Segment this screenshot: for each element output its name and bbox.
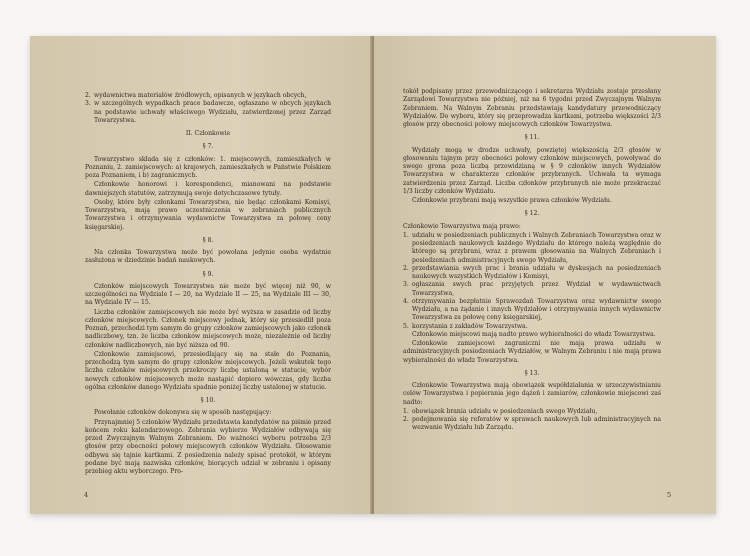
item-text: wydawnictwa materiałów źródłowych, opisanych w językach obcych, — [94, 92, 307, 99]
paragraph: tokół podpisany przez przewodniczącego i sekretarza Wydziału zostaje przesłany Zarządowi Towarzystwa nie później, niż na 6 tygodni przed Zwyczajnym Walnym Zebraniem. Na Walnym Zebraniu przedstawiają kandydatury przewodniczący Wydziałów. Do wyboru, który się przeprowadza kartkami, potrzeba większości 2/3 głosów przy obecności połowy miejscowych członków Towarzystwa. — [403, 88, 661, 128]
numbered-item — [403, 323, 661, 331]
item-text: udziału w posiedzeniach publicznych i Walnych Zebraniach Towarzystwa oraz w posiedzeniach naukowych każdego Wydziału do którego należą względnie do którego są przybrani, wraz z prawem głosowania na Walnych Zebraniach i posiedzeniach administracyjnych swego Wydziału, — [412, 231, 661, 264]
item-text: korzystania z zakładów Towarzystwa. — [412, 322, 528, 330]
item-number: 2. — [403, 416, 409, 423]
numbered-item — [85, 100, 331, 125]
section-heading: § 9. — [202, 270, 214, 278]
paragraph: Na członka Towarzystwa może być powołana jedynie osoba wydatnie zasłużona w dziedzinie badań naukowych. — [85, 249, 331, 265]
paragraph: Powołanie członków dokonywa się w sposób następujący: — [94, 409, 272, 417]
numbered-item — [403, 281, 661, 298]
paragraph: Towarzystwo składa się z członków: 1. miejscowych, zamieszkałych w Poznaniu, 2. zamiejscowych: a) krajowych, zamieszkałych w Państwie Polskiem poza Poznaniem, i b) zagranicznych. — [85, 155, 331, 179]
item-text: obowiązek brania udziału w posiedzeniach swego Wydziału, — [412, 407, 598, 415]
numbered-item — [403, 408, 661, 416]
section-heading: II. Członkowie — [185, 130, 231, 137]
paragraph: Osoby, które były członkami Towarzystwa, nie będąc członkami Komisyi, Towarzystwa, mają prawo uczestniczenia w zebraniach publicznych Towarzystwa i otrzymywania wydawnictw Towarzystwa za połowę ceny księgarskiej. — [85, 198, 331, 231]
section-heading: § 11. — [524, 134, 540, 142]
section-heading: § 13. — [524, 369, 540, 377]
right-page — [374, 36, 716, 514]
paragraph: Członkowie miejscowi mają nadto prawo wybieralności do władz Towarzystwa. — [412, 330, 656, 338]
item-text: podejmowania się referatów w sprawach naukowych lub administracyjnych na wezwanie Wydziału lub Zarządu. — [412, 416, 661, 432]
paragraph: Członkowie przybrani mają wszystkie prawa członków Wydziału. — [412, 197, 612, 204]
item-number: 4. — [403, 297, 409, 305]
page-number-left: 4 — [84, 491, 89, 499]
item-number: 5. — [403, 322, 409, 330]
item-number: 3. — [403, 281, 409, 289]
item-number: 2. — [85, 92, 91, 99]
section-heading: § 12. — [524, 210, 540, 218]
paragraph: Członkowie zamiejscowi, przesiedlający się na stałe do Poznania, przechodzą tym samym do grupy członków miejscowych. Jeżeli wskutek tego liczba członków miejscowych przekroczy liczbę ustaloną w statucie, wybór nowych członków miejscowych może nastąpić dopiero wówczas, gdy liczba ogólna członków danego Wydziału spadnie poniżej liczby ustalonej w statucie. — [85, 350, 331, 391]
open-booklet — [30, 36, 716, 514]
section-heading: § 8. — [202, 236, 214, 244]
item-text: przedstawiania swych prac i brania udziału w dyskusjach na posiedzeniach naukowych wszystkich Wydziałów i Komisyi, — [412, 264, 661, 280]
left-page — [30, 36, 372, 514]
paragraph: Członkowie zamiejscowi zagraniczni nie mają prawa udziału w administracyjnych posiedzeniach Wydziałów, w Walnym Zebraniu i nie mają prawa wybieralności do władz Towarzystwa. — [403, 340, 661, 364]
item-text: w szczególnych wypadkach prace badawcze, ogłaszane w obcych językach na podstawie uchwały właściwego Wydziału, zatwierdzonej przez Zarząd Towarzystwa. — [94, 100, 331, 124]
section-heading: § 10. — [200, 397, 216, 404]
item-text: ogłaszania swych prac przyjętych przez Wydział w wydawnictwach Towarzystwa, — [412, 281, 661, 297]
paragraph: Członkowie Towarzystwa mają prawo: — [403, 222, 521, 230]
paragraph: Członków miejscowych Towarzystwa nie może być więcej niż 90, w szczególności na Wydziale I — 20, na Wydziale II — 25, na Wydziale III — 30, na Wydziale IV — 15. — [85, 282, 331, 307]
paragraph: Członkowie Towarzystwa mają obowiązek współdziałania w urzeczywistnianiu celów Towarzystwa i popierania jego dążeń i zamiarów, członkowie miejscowi zaś nadto: — [403, 382, 661, 406]
page-number-right: 5 — [667, 491, 672, 499]
numbered-item — [403, 298, 661, 323]
item-number: 3. — [85, 100, 91, 108]
numbered-item — [85, 92, 331, 100]
item-number: 2. — [403, 264, 409, 272]
paragraph: Członkowie honorowi i korespondenci, mianowani na podstawie dawniejszych statutów, zatrzymują swoje dotychczasowe tytuły. — [85, 181, 331, 197]
left-page-text — [85, 92, 331, 477]
numbered-item — [403, 416, 661, 433]
item-text: otrzymywania bezpłatnie Sprawozdań Towarzystwa oraz wydawnictw swego Wydziału, a na żądanie i innych Wydziałów i otrzymywania innych wydawnictw Towarzystwa za połowę ceny księgarskiej, — [412, 297, 661, 322]
section-heading: § 7. — [202, 143, 214, 151]
item-number: 1. — [403, 407, 409, 415]
paragraph: Wydziały mogą w drodze uchwały, powziętej większością 2/3 głosów w głosowaniu tajnym przy obecności połowy członków miejscowych, powoływać do swego grona poza liczbą przewidzianą w § 9 członków innych Wydziałów Towarzystwa w charakterze członków przybranych. Uchwała ta wymaga zatwierdzenia przez Zarząd. Liczba członków przybranych nie może przekraczać 1/3 liczby członków Wydziału. — [403, 146, 661, 195]
numbered-item — [403, 265, 661, 282]
item-number: 1. — [403, 231, 409, 239]
numbered-item — [403, 232, 661, 265]
paragraph: Liczba członków zamiejscowych nie może być wyższa w zasadzie od liczby członków miejscowych. Członek miejscowy jednak, który się przesiedlił poza Poznań, przechodzi tym samym do grupy członków zamiejscowych jako członek nadliczbowy, tzn. że liczba członków miejscowych może, niezależnie od liczby członków nadliczbowych, nie być niższa od 90. — [85, 308, 331, 349]
right-page-text — [403, 88, 661, 433]
paragraph: Przynajmniej 5 członków Wydziału przedstawia kandydatów na piśmie przed końcem roku kalendarzowego. Zebrania wybierze Wydziałów odbywają się przed Zwyczajnym Walnym Zebraniem. Do ważności wyboru potrzeba 2/3 głosów przy obecności połowy miejscowych członków Wydziału. Głosowanie odbywa się tajnie kartkami. Z posiedzenia należy spisać protokół, w którym podane być mają nazwiska członków, biorących udział w zebraniu i opisany przebieg aktu wyborczego. Pro- — [85, 418, 331, 475]
